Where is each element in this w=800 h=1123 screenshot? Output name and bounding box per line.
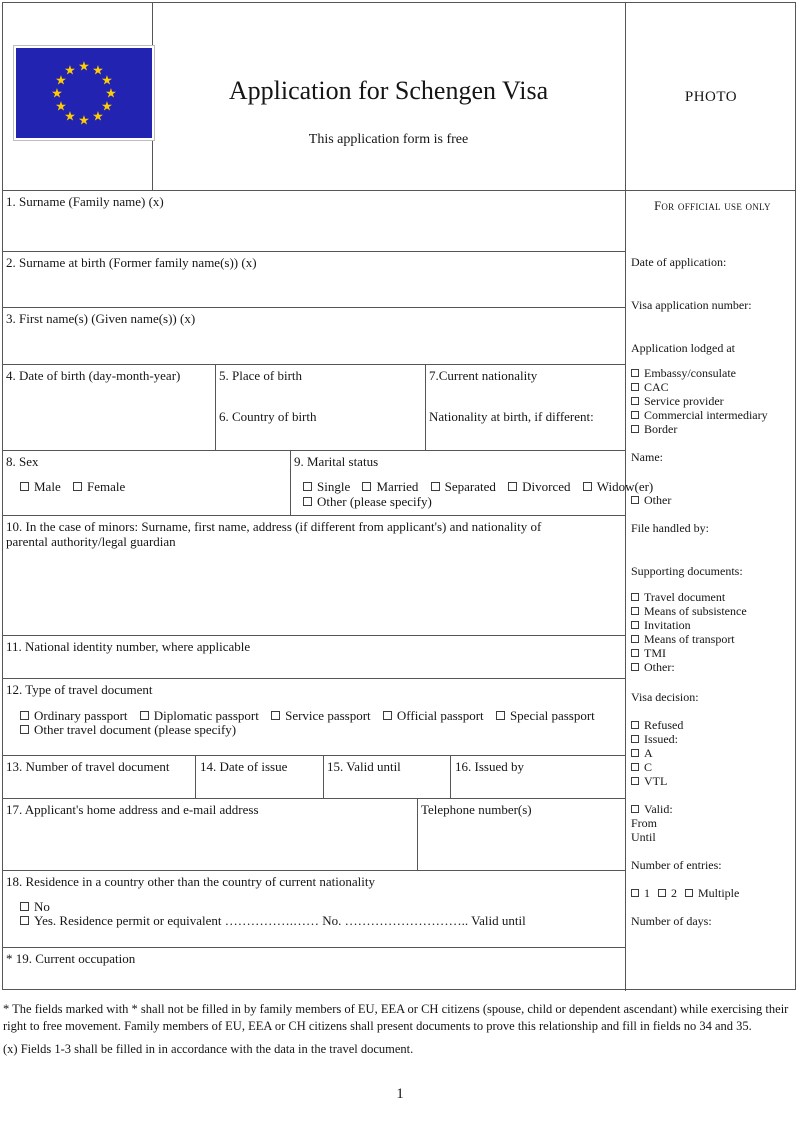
field-9-other-option bbox=[303, 494, 432, 509]
option-separated bbox=[431, 479, 496, 494]
field-17-telephone-label: Telephone number(s) bbox=[421, 802, 532, 817]
option-diplomatic-passport-label: Diplomatic passport bbox=[153, 708, 259, 723]
grid-line bbox=[2, 364, 626, 365]
option-widower-label: Widow(er) bbox=[596, 479, 654, 494]
option-special-passport-label: Special passport bbox=[509, 708, 595, 723]
option-refused bbox=[631, 718, 794, 732]
option-issued bbox=[631, 732, 794, 746]
date-of-application-label: Date of application: bbox=[631, 255, 727, 269]
field-19-occupation-label: * 19. Current occupation bbox=[6, 951, 136, 966]
checkbox-single[interactable] bbox=[303, 482, 312, 491]
eu-flag-field bbox=[16, 48, 152, 138]
checkbox-residence-no[interactable] bbox=[20, 902, 29, 911]
name-label: Name: bbox=[631, 450, 663, 464]
option-valid bbox=[631, 802, 794, 816]
checkbox-commercial-intermediary[interactable] bbox=[631, 411, 639, 419]
checkbox-marital-other[interactable] bbox=[303, 497, 312, 506]
option-ordinary-passport-label: Ordinary passport bbox=[34, 708, 128, 723]
field-12-other-option bbox=[20, 722, 236, 737]
option-other-travel-document-label: Other travel document (please specify) bbox=[34, 722, 237, 737]
field-15-valid-until-label: 15. Valid until bbox=[327, 759, 401, 774]
field-18-yes-option bbox=[20, 913, 526, 928]
grid-line bbox=[290, 450, 291, 515]
grid-line bbox=[2, 251, 626, 252]
option-embassy-consulate-label: Embassy/consulate bbox=[644, 366, 736, 380]
option-tmi-label: TMI bbox=[644, 646, 666, 660]
option-invitation bbox=[631, 618, 794, 632]
option-official-passport bbox=[383, 708, 484, 723]
checkbox-separated[interactable] bbox=[431, 482, 440, 491]
page-title: Application for Schengen Visa bbox=[228, 76, 549, 105]
option-tmi bbox=[631, 646, 794, 660]
field-5-place-of-birth-label: 5. Place of birth bbox=[219, 368, 303, 383]
checkbox-travel-document[interactable] bbox=[631, 593, 639, 601]
checkbox-means-of-transport[interactable] bbox=[631, 635, 639, 643]
checkbox-special-passport[interactable] bbox=[496, 711, 505, 720]
option-lodged-other bbox=[631, 493, 794, 507]
option-border bbox=[631, 422, 794, 436]
checkbox-widower[interactable] bbox=[583, 482, 592, 491]
checkbox-valid[interactable] bbox=[631, 805, 639, 813]
option-visa-vtl bbox=[631, 774, 794, 788]
option-travel-document bbox=[631, 590, 794, 604]
field-14-date-of-issue-label: 14. Date of issue bbox=[200, 759, 288, 774]
option-cac bbox=[631, 380, 794, 394]
checkbox-diplomatic-passport[interactable] bbox=[140, 711, 149, 720]
official-use-panel bbox=[631, 190, 794, 928]
checkbox-entries-1[interactable] bbox=[631, 889, 639, 897]
option-commercial-intermediary-label: Commercial intermediary bbox=[644, 408, 768, 422]
option-service-passport bbox=[271, 708, 371, 723]
supporting-documents-label: Supporting documents: bbox=[631, 564, 743, 578]
grid-line bbox=[2, 678, 626, 679]
option-residence-yes bbox=[20, 913, 526, 928]
checkbox-female[interactable] bbox=[73, 482, 82, 491]
checkbox-official-passport[interactable] bbox=[383, 711, 392, 720]
visa-decision-label: Visa decision: bbox=[631, 690, 699, 704]
valid-until-label: Until bbox=[631, 830, 656, 844]
number-of-days-label: Number of days: bbox=[631, 914, 712, 928]
checkbox-refused[interactable] bbox=[631, 721, 639, 729]
option-issued-label: Issued: bbox=[644, 732, 678, 746]
option-official-passport-label: Official passport bbox=[396, 708, 484, 723]
valid-from-label: From bbox=[631, 816, 658, 830]
option-supporting-other-label: Other: bbox=[644, 660, 675, 674]
option-embassy-consulate bbox=[631, 366, 794, 380]
option-service-passport-label: Service passport bbox=[285, 708, 371, 723]
checkbox-married[interactable] bbox=[362, 482, 371, 491]
option-divorced-label: Divorced bbox=[522, 479, 571, 494]
checkbox-invitation[interactable] bbox=[631, 621, 639, 629]
field-9-marital-status-label: 9. Marital status bbox=[294, 454, 379, 469]
option-male bbox=[20, 479, 61, 494]
option-means-of-subsistence bbox=[631, 604, 794, 618]
option-visa-a bbox=[631, 746, 794, 760]
checkbox-visa-a[interactable] bbox=[631, 749, 639, 757]
checkbox-male[interactable] bbox=[20, 482, 29, 491]
option-entries-1 bbox=[631, 886, 650, 900]
option-cac-label: CAC bbox=[644, 380, 669, 394]
option-entries-2-label: 2 bbox=[671, 886, 677, 900]
checkbox-entries-2[interactable] bbox=[658, 889, 666, 897]
grid-line bbox=[625, 2, 626, 991]
option-single bbox=[303, 479, 350, 494]
option-visa-c bbox=[631, 760, 794, 774]
checkbox-means-of-subsistence[interactable] bbox=[631, 607, 639, 615]
checkbox-lodged-other[interactable] bbox=[631, 496, 639, 504]
grid-line bbox=[425, 364, 426, 450]
field-10-minors-label: 10. In the case of minors: Surname, first name, address (if different from applicant's) and nationality of parental authority/legal guardian bbox=[6, 519, 542, 549]
grid-line bbox=[2, 515, 626, 516]
field-11-national-id-label: 11. National identity number, where applicable bbox=[6, 639, 251, 654]
grid-line bbox=[2, 307, 626, 308]
checkbox-divorced[interactable] bbox=[508, 482, 517, 491]
option-female bbox=[73, 479, 125, 494]
option-special-passport bbox=[496, 708, 595, 723]
option-marital-other bbox=[303, 494, 432, 509]
checkbox-entries-multiple[interactable] bbox=[685, 889, 693, 897]
checkbox-issued[interactable] bbox=[631, 735, 639, 743]
option-entries-1-label: 1 bbox=[644, 886, 650, 900]
checkbox-residence-yes[interactable] bbox=[20, 916, 29, 925]
checkbox-ordinary-passport[interactable] bbox=[20, 711, 29, 720]
grid-line bbox=[195, 755, 196, 798]
grid-line bbox=[215, 364, 216, 450]
number-of-entries-label: Number of entries: bbox=[631, 858, 722, 872]
option-refused-label: Refused bbox=[644, 718, 684, 732]
option-marital-other-label: Other (please specify) bbox=[317, 494, 432, 509]
field-16-issued-by-label: 16. Issued by bbox=[455, 759, 524, 774]
grid-line bbox=[323, 755, 324, 798]
option-ordinary-passport bbox=[20, 708, 128, 723]
checkbox-cac[interactable] bbox=[631, 383, 639, 391]
field-8-sex-options bbox=[20, 479, 125, 494]
option-single-label: Single bbox=[317, 479, 351, 494]
grid-line bbox=[2, 450, 626, 451]
field-7-nationality-at-birth-label: Nationality at birth, if different: bbox=[429, 409, 594, 424]
option-residence-yes-label: Yes. Residence permit or equivalent …………….…… No. ……………………….. Valid until bbox=[34, 913, 526, 928]
grid-line bbox=[2, 755, 626, 756]
application-lodged-at-label: Application lodged at bbox=[631, 341, 735, 355]
option-married-label: Married bbox=[376, 479, 419, 494]
grid-line bbox=[417, 798, 418, 870]
option-means-of-transport bbox=[631, 632, 794, 646]
field-17-home-address-label: 17. Applicant's home address and e-mail address bbox=[6, 802, 259, 817]
visa-application-number-label: Visa application number: bbox=[631, 298, 752, 312]
page-number: 1 bbox=[396, 1086, 404, 1102]
entries-options bbox=[631, 886, 794, 900]
option-means-of-subsistence-label: Means of subsistence bbox=[644, 604, 747, 618]
option-service-provider bbox=[631, 394, 794, 408]
option-entries-2 bbox=[658, 886, 677, 900]
option-entries-multiple bbox=[685, 886, 739, 900]
checkbox-other-travel-document[interactable] bbox=[20, 725, 29, 734]
grid-line bbox=[2, 798, 626, 799]
field-8-sex-label: 8. Sex bbox=[6, 454, 39, 469]
checkbox-embassy-consulate[interactable] bbox=[631, 369, 639, 377]
option-male-label: Male bbox=[34, 479, 61, 494]
option-border-label: Border bbox=[644, 422, 678, 436]
option-visa-a-label: A bbox=[644, 746, 653, 760]
footnote-x: (x) Fields 1-3 shall be filled in in accordance with the data in the travel document. bbox=[3, 1042, 414, 1056]
option-residence-no-label: No bbox=[34, 899, 50, 914]
page-subtitle: This application form is free bbox=[308, 132, 469, 147]
option-service-provider-label: Service provider bbox=[644, 394, 724, 408]
checkbox-border[interactable] bbox=[631, 425, 639, 433]
field-13-number-label: 13. Number of travel document bbox=[6, 759, 170, 774]
footnote-star: * The fields marked with * shall not be filled in by family members of EU, EEA or CH citizens (spouse, child or dependent ascendant) while exercising their right to free movement. Family members of EU, EEA or CH citizens shall present documents to prove this relationship and fill in fields no 34 and 35. bbox=[3, 1002, 789, 1033]
option-separated-label: Separated bbox=[444, 479, 496, 494]
checkbox-visa-c[interactable] bbox=[631, 763, 639, 771]
grid-line bbox=[450, 755, 451, 798]
option-supporting-other bbox=[631, 660, 794, 674]
checkbox-tmi[interactable] bbox=[631, 649, 639, 657]
field-1-surname-label: 1. Surname (Family name) (x) bbox=[6, 194, 164, 209]
checkbox-service-passport[interactable] bbox=[271, 711, 280, 720]
grid-line bbox=[2, 635, 626, 636]
eu-flag-icon bbox=[13, 45, 155, 141]
option-lodged-other-label: Other bbox=[644, 493, 672, 507]
field-18-residence-label: 18. Residence in a country other than the country of current nationality bbox=[6, 874, 375, 889]
field-6-country-of-birth-label: 6. Country of birth bbox=[219, 409, 317, 424]
field-9-marital-options bbox=[303, 479, 653, 494]
field-18-no-option bbox=[20, 899, 50, 914]
option-invitation-label: Invitation bbox=[644, 618, 691, 632]
field-12-travel-document-label: 12. Type of travel document bbox=[6, 682, 153, 697]
checkbox-supporting-other[interactable] bbox=[631, 663, 639, 671]
field-12-options bbox=[20, 708, 595, 723]
checkbox-visa-vtl[interactable] bbox=[631, 777, 639, 785]
file-handled-by-label: File handled by: bbox=[631, 521, 709, 535]
grid-line bbox=[2, 870, 626, 871]
grid-line bbox=[2, 947, 626, 948]
field-3-first-names-label: 3. First name(s) (Given name(s)) (x) bbox=[6, 311, 196, 326]
option-travel-document-label: Travel document bbox=[644, 590, 726, 604]
field-4-date-of-birth-label: 4. Date of birth (day-month-year) bbox=[6, 368, 181, 383]
checkbox-service-provider[interactable] bbox=[631, 397, 639, 405]
option-means-of-transport-label: Means of transport bbox=[644, 632, 735, 646]
option-divorced bbox=[508, 479, 570, 494]
option-diplomatic-passport bbox=[140, 708, 259, 723]
option-visa-c-label: C bbox=[644, 760, 653, 774]
field-2-surname-at-birth-label: 2. Surname at birth (Former family name(s)) (x) bbox=[6, 255, 257, 270]
option-entries-multiple-label: Multiple bbox=[698, 886, 740, 900]
field-7-current-nationality-label: 7.Current nationality bbox=[429, 368, 538, 383]
option-married bbox=[362, 479, 418, 494]
option-commercial-intermediary bbox=[631, 408, 794, 422]
photo-box-label: PHOTO bbox=[684, 89, 738, 105]
option-visa-vtl-label: VTL bbox=[644, 774, 668, 788]
option-other-travel-document bbox=[20, 722, 236, 737]
option-female-label: Female bbox=[86, 479, 126, 494]
option-valid-label: Valid: bbox=[644, 802, 673, 816]
option-residence-no bbox=[20, 899, 50, 914]
official-use-title: For official use only bbox=[654, 199, 771, 213]
